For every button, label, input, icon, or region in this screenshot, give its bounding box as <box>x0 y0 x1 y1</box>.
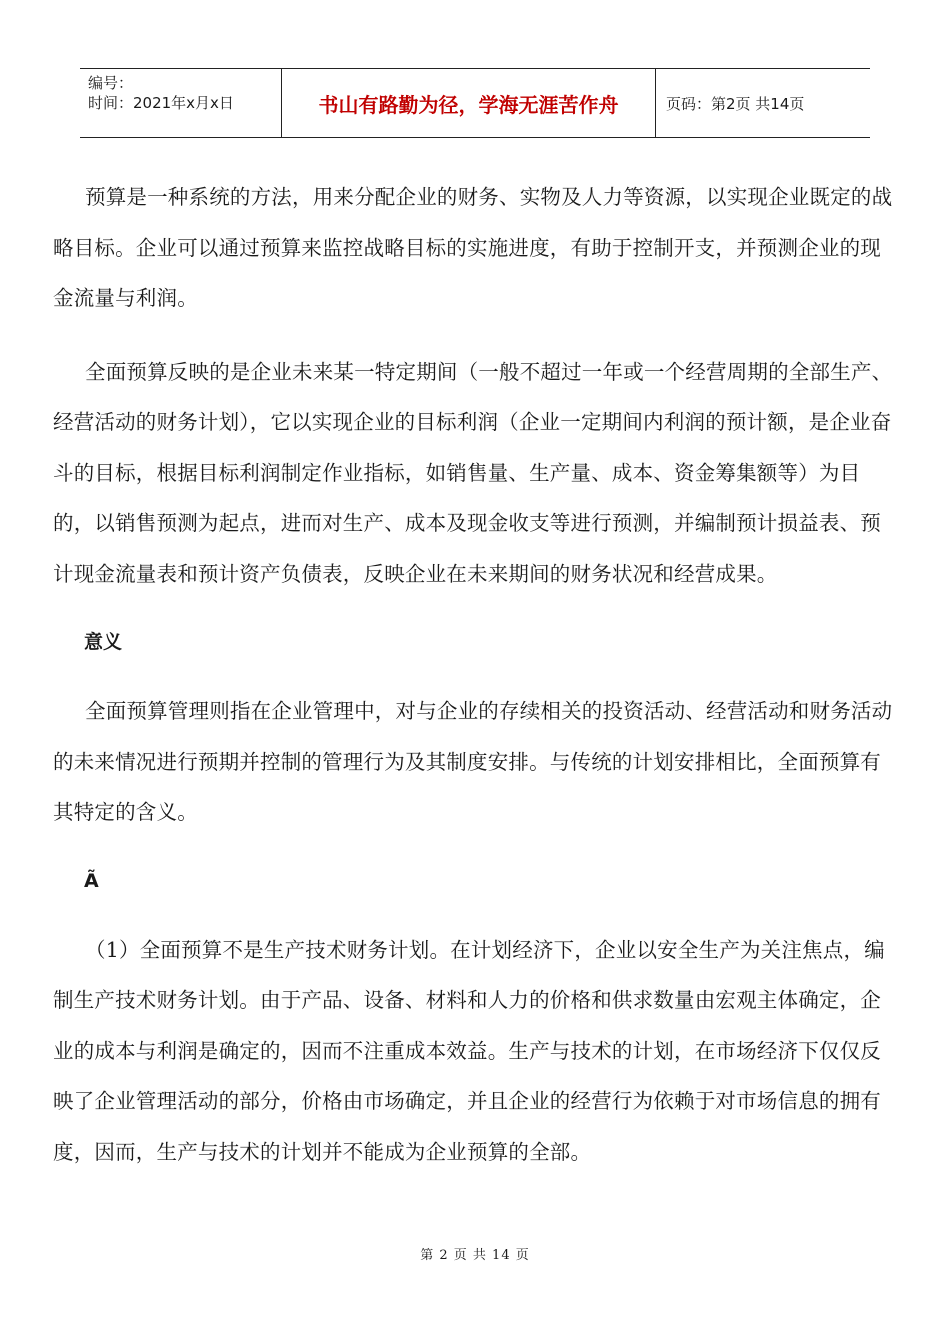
page-header <box>80 68 870 138</box>
section-heading-garbled: Ã <box>84 869 99 892</box>
header-motto: 书山有路勤为径，学海无涯苦作舟 <box>282 69 656 137</box>
number-label: 编号： <box>88 74 134 92</box>
header-meta <box>80 69 282 137</box>
paragraph-budget-definition: 预算是一种系统的方法，用来分配企业的财务、实物及人力等资源，以实现企业既定的战略目标。企业可以通过预算来监控战略目标的实施进度，有助于控制开支，并预测企业的现金流量与利润。 <box>53 185 893 310</box>
date-label: 时间：2021年x月x日 <box>88 94 234 112</box>
paragraph-point-1: （1）全面预算不是生产技术财务计划。在计划经济下，企业以安全生产为关注焦点，编制生产技术财务计划。由于产品、设备、材料和人力的价格和供求数量由宏观主体确定，企业的成本与利润是确定的，因而不注重成本效益。生产与技术的计划，在市场经济下仅仅反映了企业管理活动的部分，价格由市场确定，并且企业的经营行为依赖于对市场信息的拥有度，因而，生产与技术的计划并不能成为企业预算的全部。 <box>53 937 885 1164</box>
header-page-label: 页码：第2页 共14页 <box>666 94 805 113</box>
document-body <box>53 172 893 1200</box>
paragraph-comprehensive-budget: 全面预算反映的是企业未来某一特定期间（一般不超过一年或一个经营周期的全部生产、经营活动的财务计划），它以实现企业的目标利润（企业一定期间内利润的预计额，是企业奋斗的目标，根据目标利润制定作业指标，如销售量、生产量、成本、资金筹集额等）为目的，以销售预测为起点，进而对生产、成本及现金收支等进行预测，并编制预计损益表、预计现金流量表和预计资产负债表，反映企业在未来期间的财务状况和经营成果。 <box>53 359 893 586</box>
page-footer: 第 2 页 共 14 页 <box>420 1248 530 1263</box>
paragraph-budget-management: 全面预算管理则指在企业管理中，对与企业的存续相关的投资活动、经营活动和财务活动的未来情况进行预期并控制的管理行为及其制度安排。与传统的计划安排相比，全面预算有其特定的含义。 <box>53 699 893 824</box>
section-heading-significance: 意义 <box>84 631 123 653</box>
